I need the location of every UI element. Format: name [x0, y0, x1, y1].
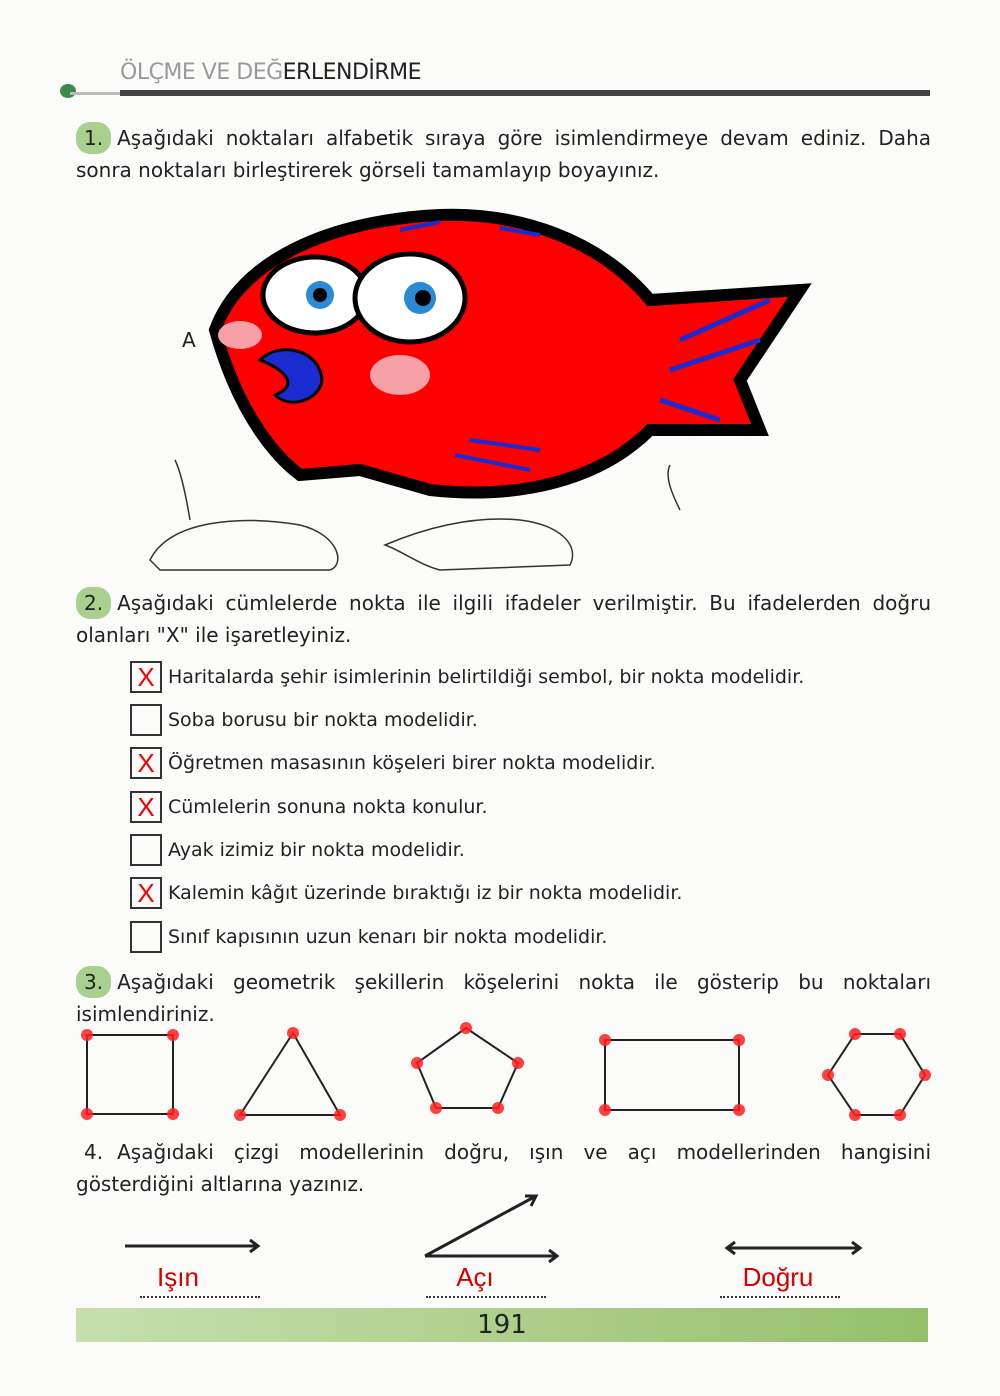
option-text: Cümlelerin sonuna nokta konulur. [168, 796, 488, 818]
checkbox[interactable]: X [130, 791, 162, 823]
question-3 [76, 966, 931, 1030]
header-faded: ÖLÇME VE DEĞ [120, 60, 283, 85]
option-row [130, 920, 607, 954]
question-text: Aşağıdaki cümlelerde nokta ile ilgili ifadeler verilmiştir. Bu ifadelerden doğru olanları "X" ile işaretleyiniz. [76, 591, 931, 647]
answer-line [720, 1296, 840, 1298]
point-label-a: A [182, 328, 196, 352]
checkbox[interactable]: X [130, 747, 162, 779]
answer-3: Doğru [742, 1262, 814, 1292]
option-row [130, 746, 656, 780]
option-row [130, 703, 478, 737]
option-text: Haritalarda şehir isimlerinin belirtildiği sembol, bir nokta modelidir. [168, 666, 805, 688]
checkbox[interactable] [130, 704, 162, 736]
question-number: 2. [76, 587, 111, 619]
answer-line [426, 1296, 546, 1298]
question-text: Aşağıdaki geometrik şekillerin köşelerini nokta ile gösterip bu noktaları isimlendiriniz. [76, 970, 931, 1026]
option-text: Öğretmen masasının köşeleri birer nokta modelidir. [168, 752, 656, 774]
answer-line [140, 1296, 260, 1298]
option-row [130, 833, 465, 867]
question-text: Aşağıdaki çizgi modellerinin doğru, ışın ve açı modellerinden hangisini gösterdiğini altlarına yazınız. [76, 1140, 931, 1196]
vertex-dots [81, 1022, 931, 1121]
option-row [130, 660, 804, 694]
question-number: 3. [76, 966, 111, 998]
checkbox[interactable]: X [130, 877, 162, 909]
question-number: 4. [84, 1140, 104, 1164]
shapes [87, 1028, 925, 1115]
line-models [125, 1196, 860, 1262]
option-text: Kalemin kâğıt üzerinde bıraktığı iz bir nokta modelidir. [168, 882, 683, 904]
answer-1: Işın [157, 1262, 199, 1292]
option-text: Ayak izimiz bir nokta modelidir. [168, 839, 465, 861]
option-row [130, 876, 682, 910]
page-footer [76, 1308, 928, 1342]
option-text: Soba borusu bir nokta modelidir. [168, 709, 478, 731]
option-text: Sınıf kapısının uzun kenarı bir nokta modelidir. [168, 926, 608, 948]
header-title: ERLENDİRME [282, 60, 422, 85]
question-number: 1. [76, 122, 111, 154]
checkbox[interactable]: X [130, 661, 162, 693]
checkbox[interactable] [130, 921, 162, 953]
checkbox[interactable] [130, 834, 162, 866]
question-text: Aşağıdaki noktaları alfabetik sıraya göre isimlendirmeye devam ediniz. Daha sonra noktaları birleştirerek görseli tamamlayıp boyayınız. [76, 126, 931, 182]
option-row [130, 790, 488, 824]
fish-drawing [215, 215, 800, 493]
question-4 [76, 1136, 931, 1200]
question-2 [76, 587, 931, 651]
page-number: 191 [477, 1310, 527, 1340]
answer-2: Açı [456, 1262, 494, 1292]
